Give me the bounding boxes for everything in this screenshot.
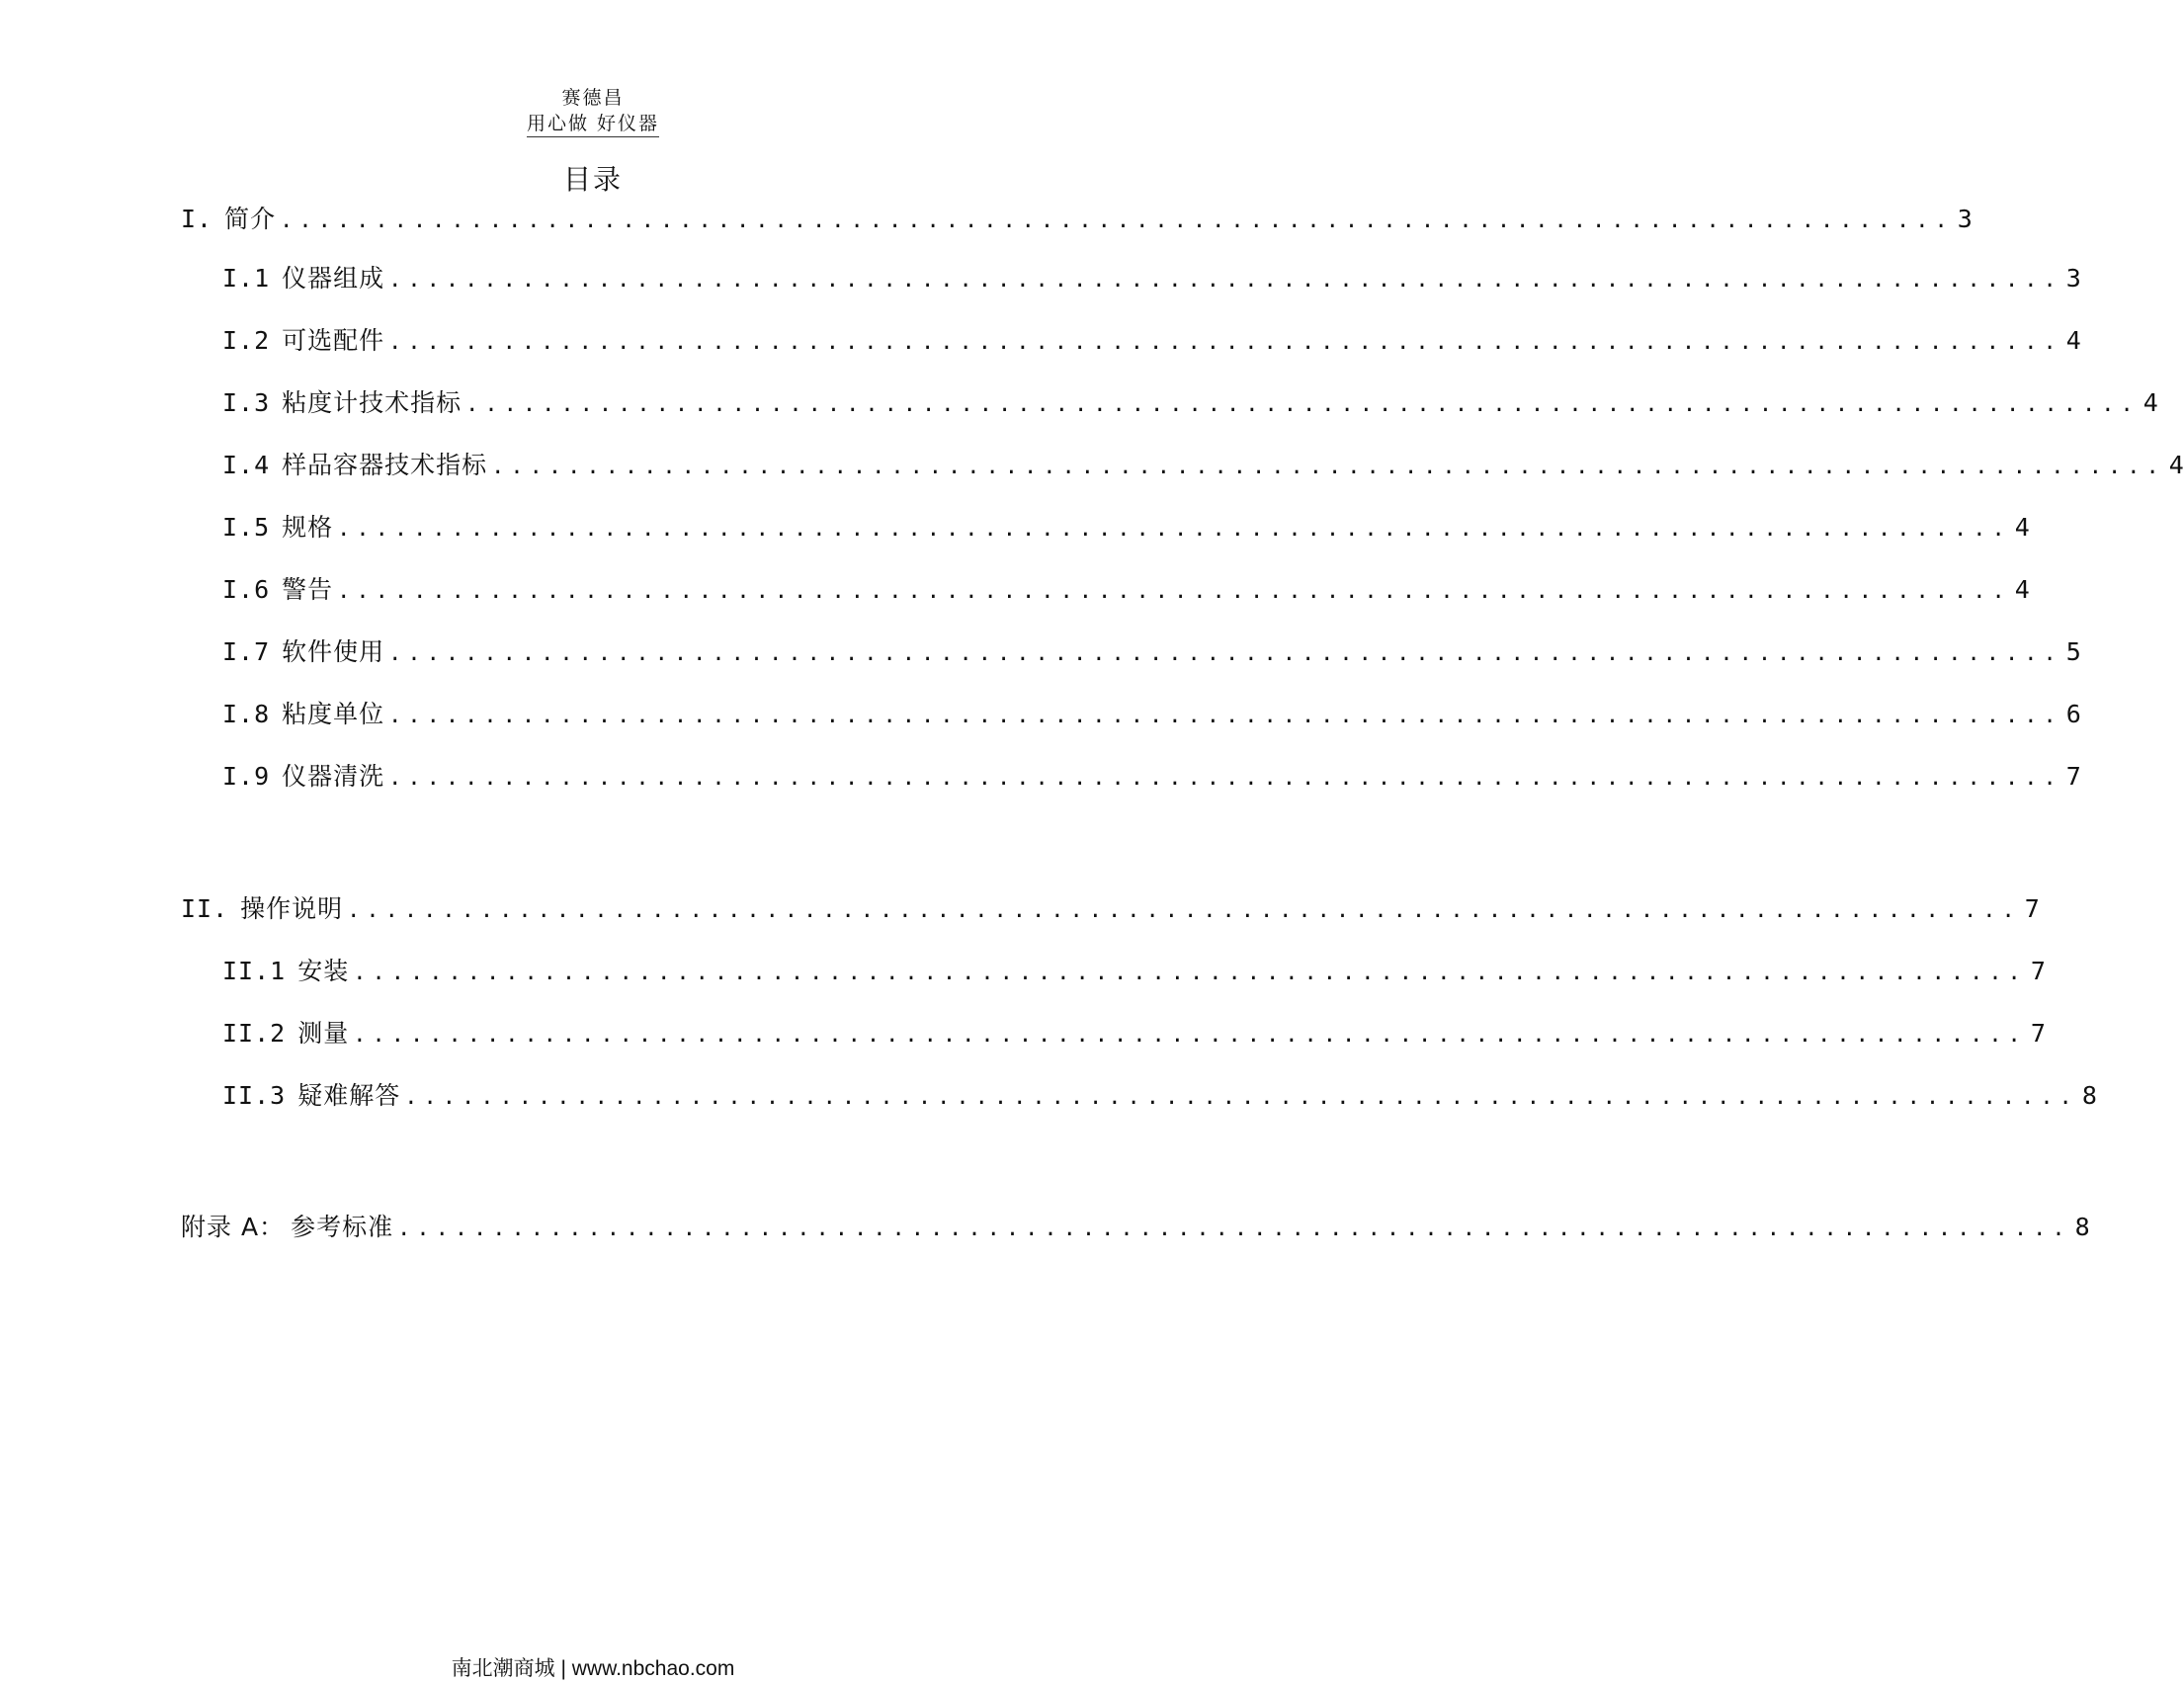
toc-leader-dots: ........................................................................................ bbox=[465, 392, 2140, 417]
toc-entry-text: 规格 bbox=[282, 513, 334, 542]
toc-entry-2-1[interactable] bbox=[222, 952, 2046, 991]
toc-leader-dots: ........................................................................................ bbox=[347, 898, 2021, 923]
toc-leader-dots: ........................................................................................ bbox=[337, 579, 2011, 604]
toc-entry-page: 4 bbox=[2168, 451, 2184, 479]
toc-entry-1-3[interactable] bbox=[222, 383, 2158, 423]
toc-entry-1-9[interactable] bbox=[222, 757, 2081, 797]
toc-leader-dots: ........................................................................................ bbox=[388, 641, 2062, 666]
toc-entry-1-7[interactable] bbox=[222, 632, 2081, 672]
toc-entry-text: 粘度计技术指标 bbox=[282, 388, 462, 417]
toc-title: 目录 bbox=[562, 163, 623, 196]
toc-entry-1-4[interactable] bbox=[222, 446, 2184, 485]
toc-entry-number: II. bbox=[181, 894, 229, 923]
toc-entry-1-8[interactable] bbox=[222, 695, 2081, 734]
toc-leader-dots: ........................................................................................ bbox=[280, 209, 1954, 233]
toc-entry-number: I.7 bbox=[222, 637, 271, 666]
toc-entry-2[interactable] bbox=[181, 889, 2040, 929]
toc-leader-dots: ........................................................................................ bbox=[337, 517, 2011, 542]
toc-entry-page: 4 bbox=[2142, 388, 2158, 417]
toc-entry-page: 7 bbox=[2024, 894, 2040, 923]
toc-entry-text: 软件使用 bbox=[282, 637, 385, 666]
toc-entry-text: 样品容器技术指标 bbox=[282, 451, 488, 479]
brand-slogan: 用心做 好仪器 bbox=[527, 111, 659, 137]
toc-leader-dots: ........................................................................................ bbox=[353, 961, 2027, 985]
toc-entry-text: 仪器清洗 bbox=[282, 762, 385, 791]
toc-entry-number: I.9 bbox=[222, 762, 271, 791]
toc-entry-page: 7 bbox=[2030, 1019, 2046, 1048]
toc-entry-2-3[interactable] bbox=[222, 1076, 2097, 1116]
brand-name: 赛德昌 bbox=[561, 87, 625, 109]
toc-entry-text: 粘度单位 bbox=[282, 700, 385, 728]
toc-entry-page: 7 bbox=[2030, 957, 2046, 985]
toc-entry-text: 警告 bbox=[282, 575, 334, 604]
toc-entry-2-2[interactable] bbox=[222, 1014, 2046, 1053]
toc-entry-number: I.8 bbox=[222, 700, 271, 728]
toc-entry-page: 4 bbox=[2014, 513, 2030, 542]
toc-entry-number: 附录 A： bbox=[181, 1213, 286, 1241]
toc-entry-number: II.1 bbox=[222, 957, 287, 985]
toc-entry-page: 3 bbox=[2065, 264, 2081, 293]
toc-leader-dots: ........................................................................................ bbox=[491, 455, 2165, 479]
toc-leader-dots: ........................................................................................ bbox=[404, 1085, 2078, 1110]
toc-entry-appendix-a[interactable] bbox=[181, 1208, 2090, 1247]
toc-entry-page: 5 bbox=[2065, 637, 2081, 666]
toc-leader-dots: ........................................................................................ bbox=[388, 766, 2062, 791]
toc-entry-text: 测量 bbox=[297, 1019, 350, 1048]
toc-leader-dots: ........................................................................................ bbox=[388, 330, 2062, 355]
toc-entry-page: 8 bbox=[2074, 1213, 2090, 1241]
toc-entry-number: II.2 bbox=[222, 1019, 287, 1048]
toc-entry-text: 可选配件 bbox=[282, 326, 385, 355]
page-footer: 南北潮商城 | www.nbchao.com bbox=[451, 1657, 735, 1680]
toc-entry-1[interactable] bbox=[181, 200, 1973, 239]
toc-entry-number: I.6 bbox=[222, 575, 271, 604]
toc-entry-number: I. bbox=[181, 205, 213, 233]
toc-entry-1-2[interactable] bbox=[222, 321, 2081, 361]
toc-entry-text: 疑难解答 bbox=[297, 1081, 401, 1110]
page-header bbox=[0, 85, 1186, 137]
toc-entry-number: I.4 bbox=[222, 451, 271, 479]
toc-entry-page: 4 bbox=[2065, 326, 2081, 355]
toc-entry-text: 参考标准 bbox=[291, 1213, 394, 1241]
toc-entry-text: 操作说明 bbox=[240, 894, 344, 923]
toc-entry-page: 7 bbox=[2065, 762, 2081, 791]
toc-entry-page: 3 bbox=[1957, 205, 1973, 233]
toc-entry-number: I.3 bbox=[222, 388, 271, 417]
toc-leader-dots: ........................................................................................ bbox=[397, 1217, 2071, 1241]
toc-entry-text: 仪器组成 bbox=[282, 264, 385, 293]
toc-leader-dots: ........................................................................................ bbox=[388, 704, 2062, 728]
toc-entry-1-6[interactable] bbox=[222, 570, 2030, 610]
toc-leader-dots: ........................................................................................ bbox=[353, 1023, 2027, 1048]
toc-entry-number: I.2 bbox=[222, 326, 271, 355]
toc-leader-dots: ........................................................................................ bbox=[388, 268, 2062, 293]
toc-entry-number: I.1 bbox=[222, 264, 271, 293]
toc-entry-1-1[interactable] bbox=[222, 259, 2081, 298]
toc-entry-number: II.3 bbox=[222, 1081, 287, 1110]
toc-entry-page: 6 bbox=[2065, 700, 2081, 728]
toc-entry-text: 简介 bbox=[224, 205, 277, 233]
toc-entry-page: 4 bbox=[2014, 575, 2030, 604]
toc-entry-number: I.5 bbox=[222, 513, 271, 542]
toc-entry-page: 8 bbox=[2081, 1081, 2097, 1110]
toc-entry-text: 安装 bbox=[297, 957, 350, 985]
toc-entry-1-5[interactable] bbox=[222, 508, 2030, 547]
